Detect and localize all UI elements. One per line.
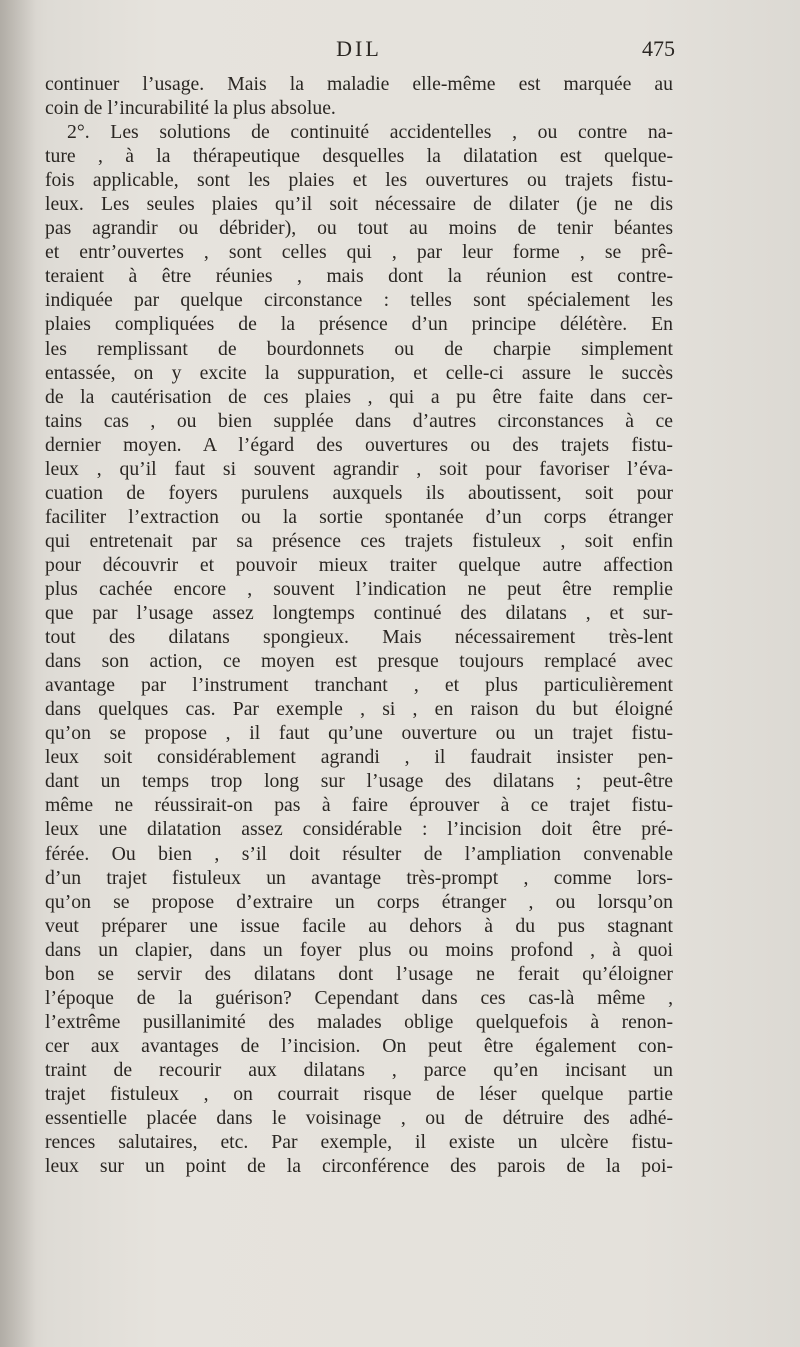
- text-line: traint de recourir aux dilatans , parce qu’en incisant un: [45, 1058, 673, 1081]
- running-head: DIL: [336, 36, 382, 61]
- text-line: férée. Ou bien , s’il doit résulter de l’ampliation convenable: [45, 842, 673, 865]
- text-line: 2°. Les solutions de continuité accidentelles , ou contre na-: [67, 121, 673, 144]
- text-line: trajet fistuleux , on courrait risque de léser quelque partie: [45, 1082, 673, 1105]
- text-line: les remplissant de bourdonnets ou de charpie simplement: [45, 337, 673, 360]
- text-line: dans son action, ce moyen est presque toujours remplacé avec: [45, 650, 673, 673]
- text-line: et entr’ouvertes , sont celles qui , par leur forme , se prê-: [45, 241, 673, 264]
- text-line: qui entretenait par sa présence ces trajets fistuleux , soit enfin: [45, 529, 673, 552]
- text-line: veut préparer une issue facile au dehors à du pus stagnant: [45, 914, 673, 937]
- text-line: qu’on se propose , il faut qu’une ouverture ou un trajet fistu-: [45, 722, 673, 745]
- text-line: faciliter l’extraction ou la sortie spontanée d’un corps étranger: [45, 505, 673, 528]
- page-header: [45, 36, 673, 66]
- text-line: dans quelques cas. Par exemple , si , en raison du but éloigné: [45, 698, 673, 721]
- text-line: cuation de foyers purulens auxquels ils aboutissent, soit pour: [45, 481, 673, 504]
- text-line: l’extrême pusillanimité des malades oblige quelquefois à renon-: [45, 1010, 673, 1033]
- text-line: teraient à être réunies , mais dont la réunion est contre-: [45, 265, 673, 288]
- text-line: cer aux avantages de l’incision. On peut être également con-: [45, 1034, 673, 1057]
- text-line: tains cas , ou bien supplée dans d’autres circonstances à ce: [45, 409, 673, 432]
- text-line: plaies compliquées de la présence d’un principe délétère. En: [45, 313, 673, 336]
- text-line: que par l’usage assez longtemps continué des dilatans , et sur-: [45, 602, 673, 625]
- text-line: dant un temps trop long sur l’usage des dilatans ; peut-être: [45, 770, 673, 793]
- text-line: continuer l’usage. Mais la maladie elle-même est marquée au: [45, 73, 673, 95]
- text-line: indiquée par quelque circonstance : telles sont spécialement les: [45, 289, 673, 312]
- text-line: de la cautérisation de ces plaies , qui a pu être faite dans cer-: [45, 385, 673, 408]
- text-line: essentielle placée dans le voisinage , ou de détruire des adhé-: [45, 1107, 673, 1130]
- text-line: ture , à la thérapeutique desquelles la dilatation est quelque-: [45, 145, 673, 168]
- text-line: leux soit considérablement agrandi , il faudrait insister pen-: [45, 746, 673, 769]
- text-line: dernier moyen. A l’égard des ouvertures ou des trajets fistu-: [45, 433, 673, 456]
- text-line: coin de l’incurabilité la plus absolue.: [45, 97, 336, 120]
- text-line: pas agrandir ou débrider), ou tout au moins de tenir béantes: [45, 217, 673, 240]
- text-line: même ne réussirait-on pas à faire éprouver à ce trajet fistu-: [45, 794, 673, 817]
- page-number: 475: [642, 36, 675, 61]
- text-line: leux , qu’il faut si souvent agrandir , soit pour favoriser l’éva-: [45, 457, 673, 480]
- text-line: d’un trajet fistuleux un avantage très-prompt , comme lors-: [45, 866, 673, 889]
- text-line: l’époque de la guérison? Cependant dans ces cas-là même ,: [45, 986, 673, 1009]
- text-line: tout des dilatans spongieux. Mais nécessairement très-lent: [45, 626, 673, 649]
- body-text: [45, 72, 673, 1178]
- text-line: leux une dilatation assez considérable : l’incision doit être pré-: [45, 818, 673, 841]
- text-line: leux sur un point de la circonférence des parois de la poi-: [45, 1155, 673, 1178]
- text-line: leux. Les seules plaies qu’il soit nécessaire de dilater (je ne dis: [45, 193, 673, 216]
- text-line: qu’on se propose d’extraire un corps étranger , ou lorsqu’on: [45, 890, 673, 913]
- binding-shadow: [0, 0, 36, 1347]
- text-line: dans un clapier, dans un foyer plus ou moins profond , à quoi: [45, 938, 673, 961]
- text-line: bon se servir des dilatans dont l’usage ne ferait qu’éloigner: [45, 962, 673, 985]
- text-line: rences salutaires, etc. Par exemple, il existe un ulcère fistu-: [45, 1131, 673, 1154]
- text-line: fois applicable, sont les plaies et les ouvertures ou trajets fistu-: [45, 169, 673, 192]
- text-line: entassée, on y excite la suppuration, et celle-ci assure le succès: [45, 361, 673, 384]
- text-line: plus cachée encore , souvent l’indication ne peut être remplie: [45, 577, 673, 600]
- text-line: avantage par l’instrument tranchant , et plus particulièrement: [45, 674, 673, 697]
- text-line: pour découvrir et pouvoir mieux traiter quelque autre affection: [45, 553, 673, 576]
